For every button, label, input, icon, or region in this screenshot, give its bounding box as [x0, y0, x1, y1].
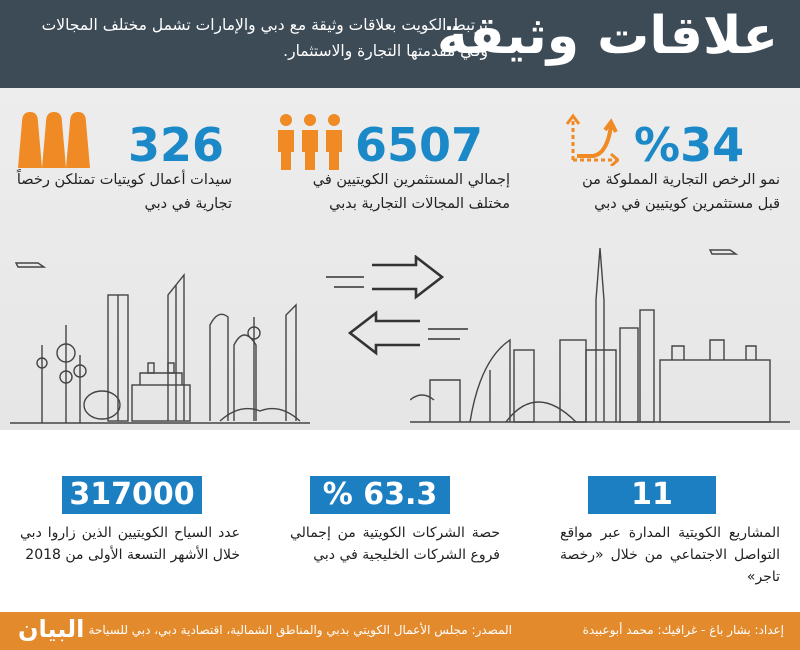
header-bar [0, 0, 800, 88]
stat-projects-text: المشاريع الكويتية المدارة عبر مواقع التواصل الاجتماعي من خلال «رخصة تاجر» [560, 525, 780, 585]
dubai-skyline-illustration [410, 240, 790, 425]
businessmen-icon [276, 112, 344, 170]
businesswomen-icon [18, 110, 90, 170]
stat-women-value: 326 [128, 118, 225, 172]
footer-credit: إعداد: بشار باغ - غرافيك: محمد أبوعبيدة [582, 623, 784, 637]
stat-tourists-text: عدد السياح الكويتيين الذين زاروا دبي خلال الأشهر التسعة الأولى من 2018 [20, 525, 240, 563]
footer-source: المصدر: مجلس الأعمال الكويتي بدبي والمناطق الشمالية، اقتصادية دبي، دبي للسياحة [88, 623, 512, 637]
stat-growth-value: %34 [634, 118, 745, 172]
growth-arrows-icon [563, 110, 619, 166]
stat-tourists-badge: 317000 [62, 476, 202, 514]
stat-investors-value: 6507 [355, 118, 484, 172]
page-subtitle: ترتبط الكويت بعلاقات وثيقة مع دبي والإمارات تشمل مختلف المجالات وفي مقدمتها التجارة والاستثمار. [41, 16, 488, 60]
kuwait-skyline-illustration [10, 255, 310, 425]
stat-companies-text: حصة الشركات الكويتية من إجمالي فروع الشركات الخليجية في دبي [290, 525, 500, 563]
stat-investors-text: إجمالي المستثمرين الكويتيين في مختلف المجالات التجارية بدبي [312, 172, 510, 212]
stat-companies-badge: % 63.3 [310, 476, 450, 514]
publisher-logo: البيان [18, 615, 85, 643]
stat-growth-text: نمو الرخص التجارية المملوكة من قبل مستثمرين كويتيين في دبي [582, 172, 780, 212]
stat-women-text: سيدات أعمال كويتيات تمتلكن رخصاً تجارية في دبي [16, 172, 232, 212]
footer-bar [0, 612, 800, 650]
page-title: علاقات وثيقة [437, 6, 778, 66]
stat-projects-badge: 11 [588, 476, 716, 514]
